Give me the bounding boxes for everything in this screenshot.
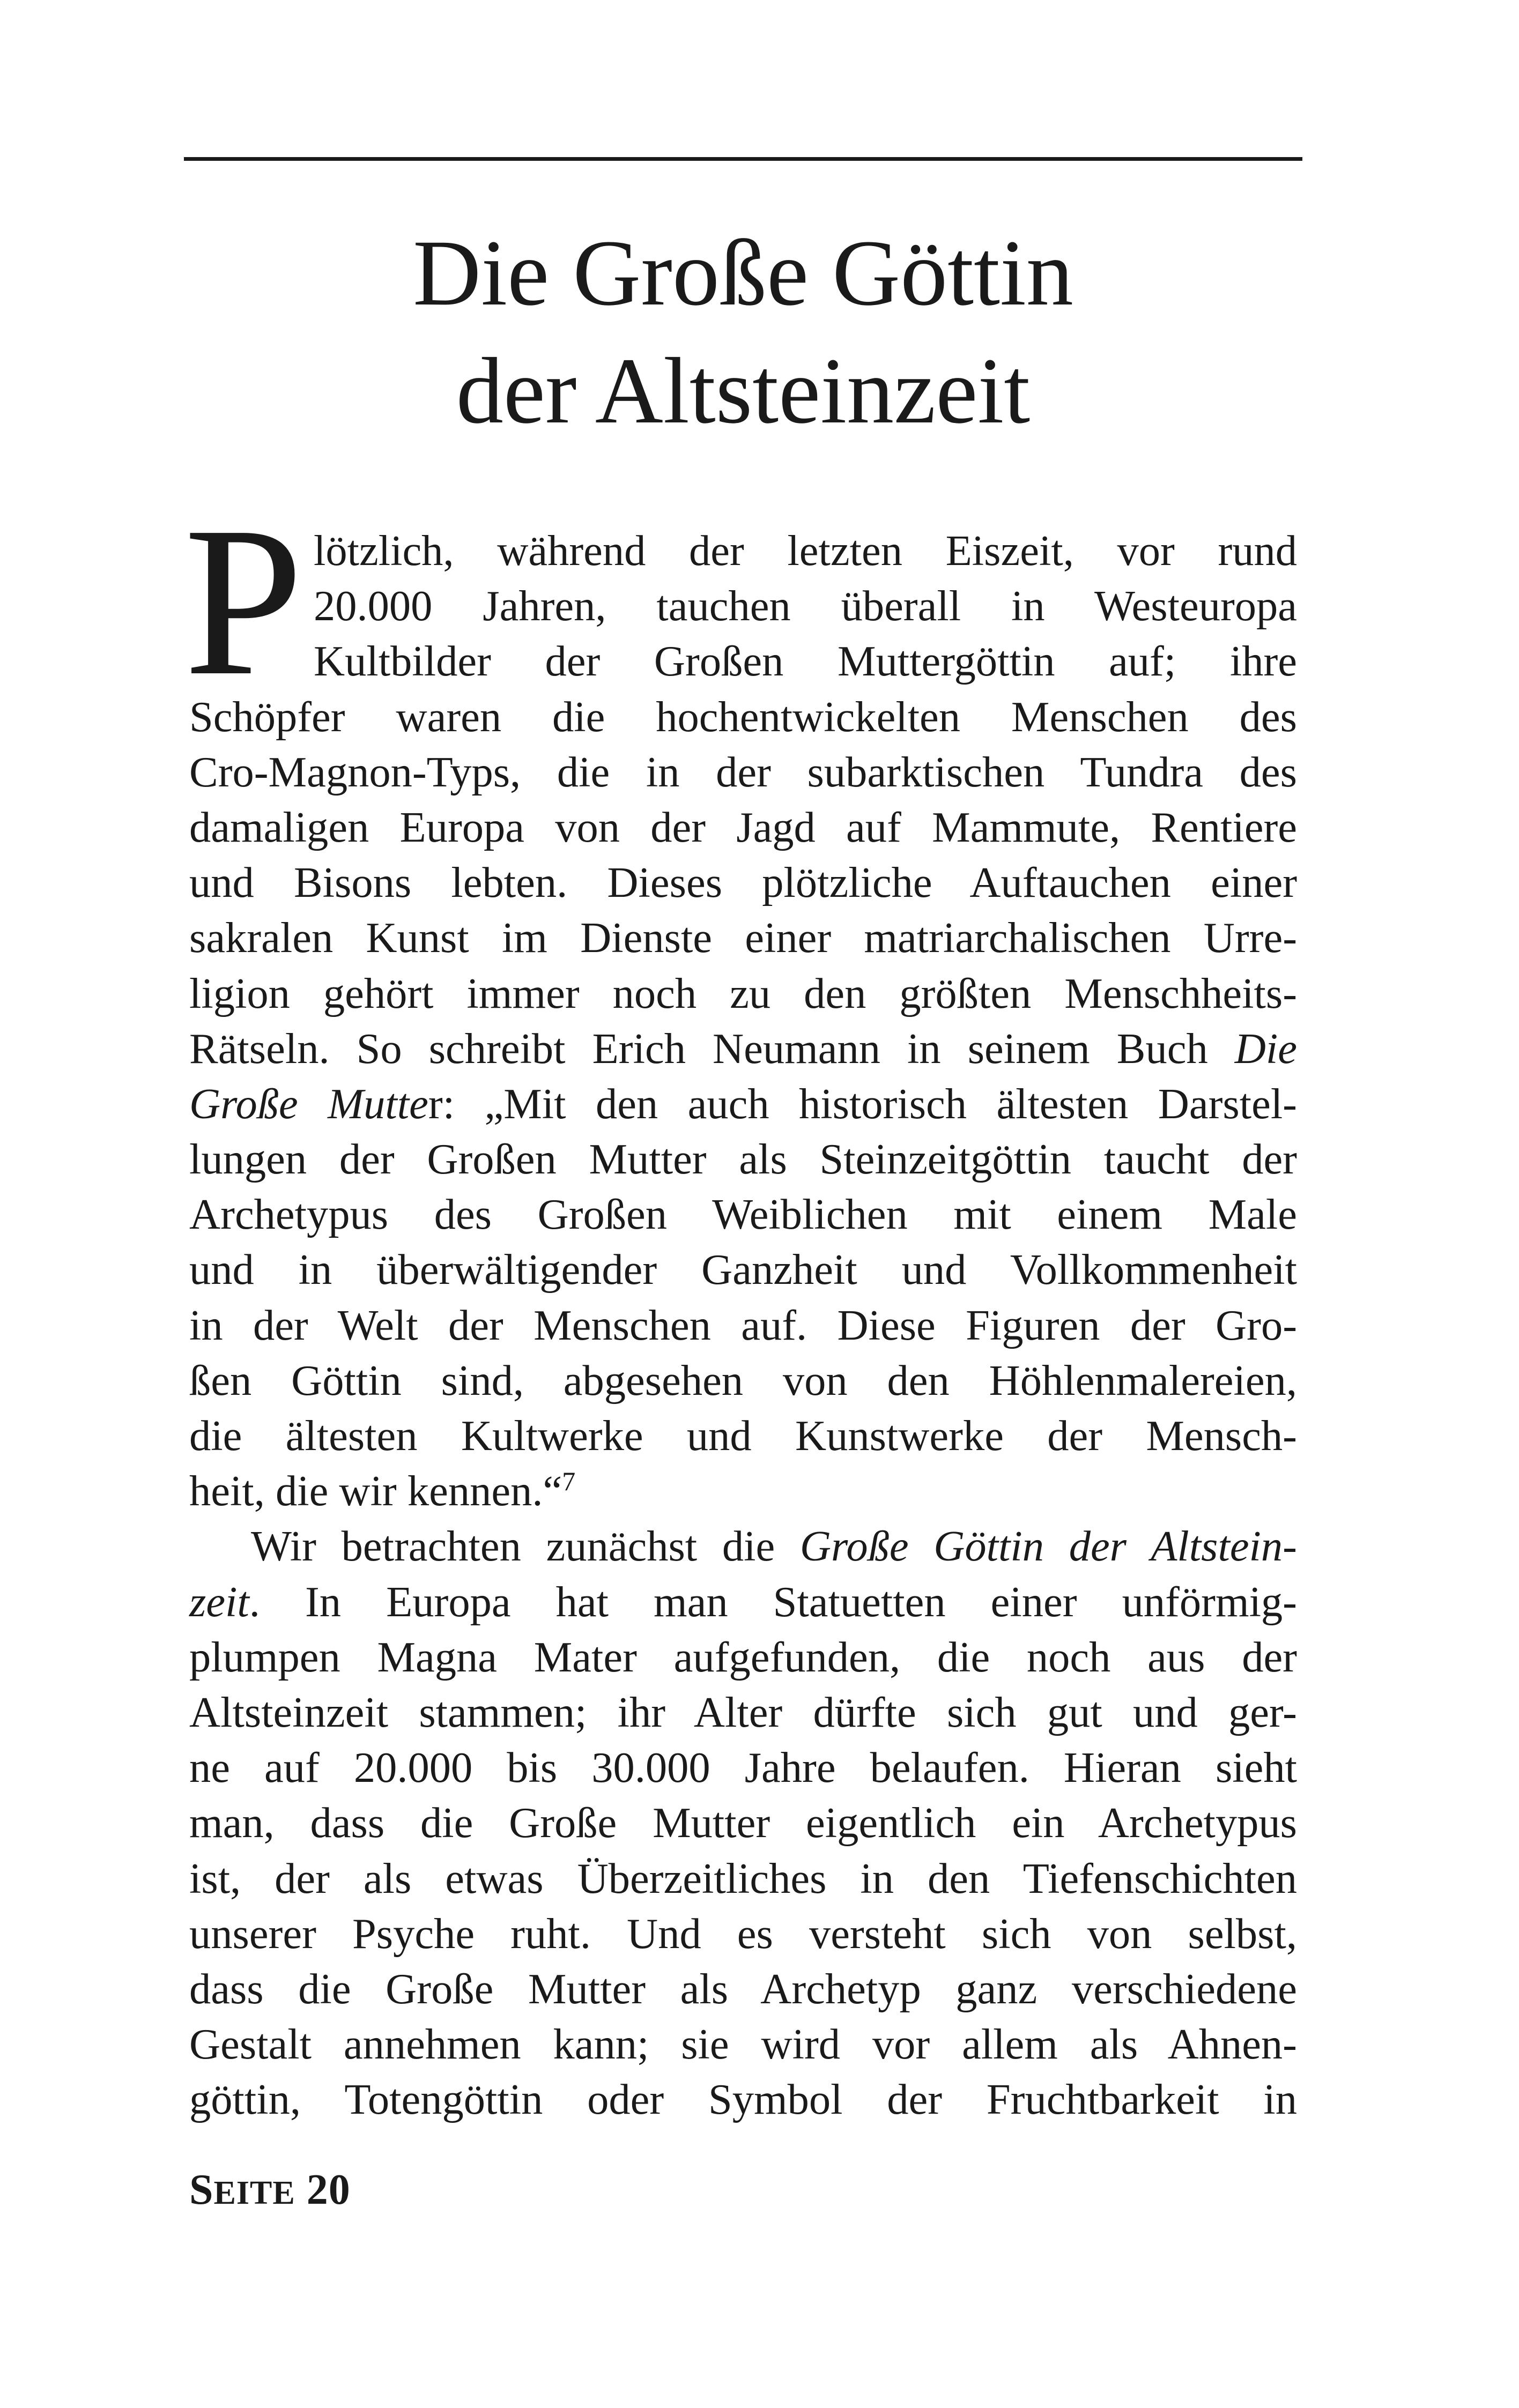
text-line: 20.000 Jahren, tauchen überall in Westeuropa (314, 582, 1297, 630)
footer-label-rest: EITE (213, 2175, 295, 2211)
page-footer (189, 2166, 351, 2214)
text-line (189, 1021, 1297, 1076)
text-line: Cro-Magnon-Typs, die in der subarktischen Tundra des (189, 748, 1297, 796)
footnote-marker: 7 (562, 1466, 576, 1497)
text-line: Kultbilder der Großen Muttergöttin auf; ihre (314, 637, 1297, 686)
text-line: sakralen Kunst im Dienste einer matriarchalischen Urre- (189, 914, 1297, 962)
emphasis-italic: zeit (189, 1578, 249, 1626)
page-number: 20 (306, 2166, 351, 2213)
text-line: man, dass die Große Mutter eigentlich ein Archetypus (189, 1799, 1297, 1847)
text-line: Schöpfer waren die hochentwickelten Menschen des (189, 693, 1297, 741)
text-line: Altsteinzeit stammen; ihr Alter dürfte sich gut und ger- (189, 1688, 1297, 1736)
text-line (189, 1463, 1297, 1519)
text-line: ne auf 20.000 bis 30.000 Jahre belaufen. Hieran sieht (189, 1744, 1297, 1792)
text-line: in der Welt der Menschen auf. Diese Figuren der Gro- (189, 1301, 1297, 1349)
body-text (189, 523, 1297, 2127)
text-line (189, 1519, 1297, 1574)
text-line: und Bisons lebten. Dieses plötzliche Auftauchen einer (189, 859, 1297, 907)
text-segment: heit, die wir kennen.“ (189, 1467, 562, 1515)
text-line: lungen der Großen Mutter als Steinzeitgöttin taucht der (189, 1135, 1297, 1184)
drop-cap: P (184, 482, 303, 720)
book-title-italic: Die (1234, 1024, 1297, 1073)
text-line: plumpen Magna Mater aufgefunden, die noch aus der (189, 1633, 1297, 1681)
chapter-title-line-1: Die Große Göttin (413, 221, 1073, 325)
text-line: göttin, Totengöttin oder Symbol der Fruchtbarkeit in (189, 2076, 1297, 2124)
text-line: und in überwältigender Ganzheit und Vollkommenheit (189, 1246, 1297, 1294)
text-line: unserer Psyche ruht. Und es versteht sich von selbst, (189, 1909, 1297, 1958)
text-segment: r: „Mit den auch historisch ältesten Darstel- (428, 1080, 1297, 1128)
text-line (189, 1076, 1297, 1132)
footer-label-initial: S (189, 2166, 214, 2213)
text-line: Archetypus des Großen Weiblichen mit einem Male (189, 1191, 1297, 1239)
text-line: damaligen Europa von der Jagd auf Mammute, Rentiere (189, 803, 1297, 851)
text-line: Gestalt annehmen kann; sie wird vor allem als Ahnen- (189, 2020, 1297, 2069)
book-title-italic: Große Mutte (189, 1080, 428, 1128)
paragraph-2 (189, 1519, 1297, 2127)
paragraph-1 (189, 523, 1297, 1519)
chapter-title (184, 214, 1302, 450)
text-line: dass die Große Mutter als Archetyp ganz verschiedene (189, 1965, 1297, 2013)
text-segment: Rätseln. So schreibt Erich Neumann in seinem Buch (189, 1024, 1235, 1073)
text-line: lötzlich, während der letzten Eiszeit, vor rund (314, 527, 1297, 575)
top-rule (184, 157, 1302, 161)
text-line: ist, der als etwas Überzeitliches in den Tiefenschichten (189, 1854, 1297, 1902)
text-segment: Wir betrachten zunächst die (251, 1522, 800, 1571)
text-line: die ältesten Kultwerke und Kunstwerke der Mensch- (189, 1412, 1297, 1460)
chapter-title-line-2: der Altsteinzeit (456, 339, 1031, 443)
text-line: ligion gehört immer noch zu den größten Menschheits- (189, 969, 1297, 1017)
emphasis-italic: Große Göttin der Altstein- (799, 1522, 1297, 1571)
text-line (189, 1574, 1297, 1630)
text-segment: . In Europa hat man Statuetten einer unförmig- (249, 1578, 1297, 1626)
text-line: ßen Göttin sind, abgesehen von den Höhlenmalereien, (189, 1356, 1297, 1404)
